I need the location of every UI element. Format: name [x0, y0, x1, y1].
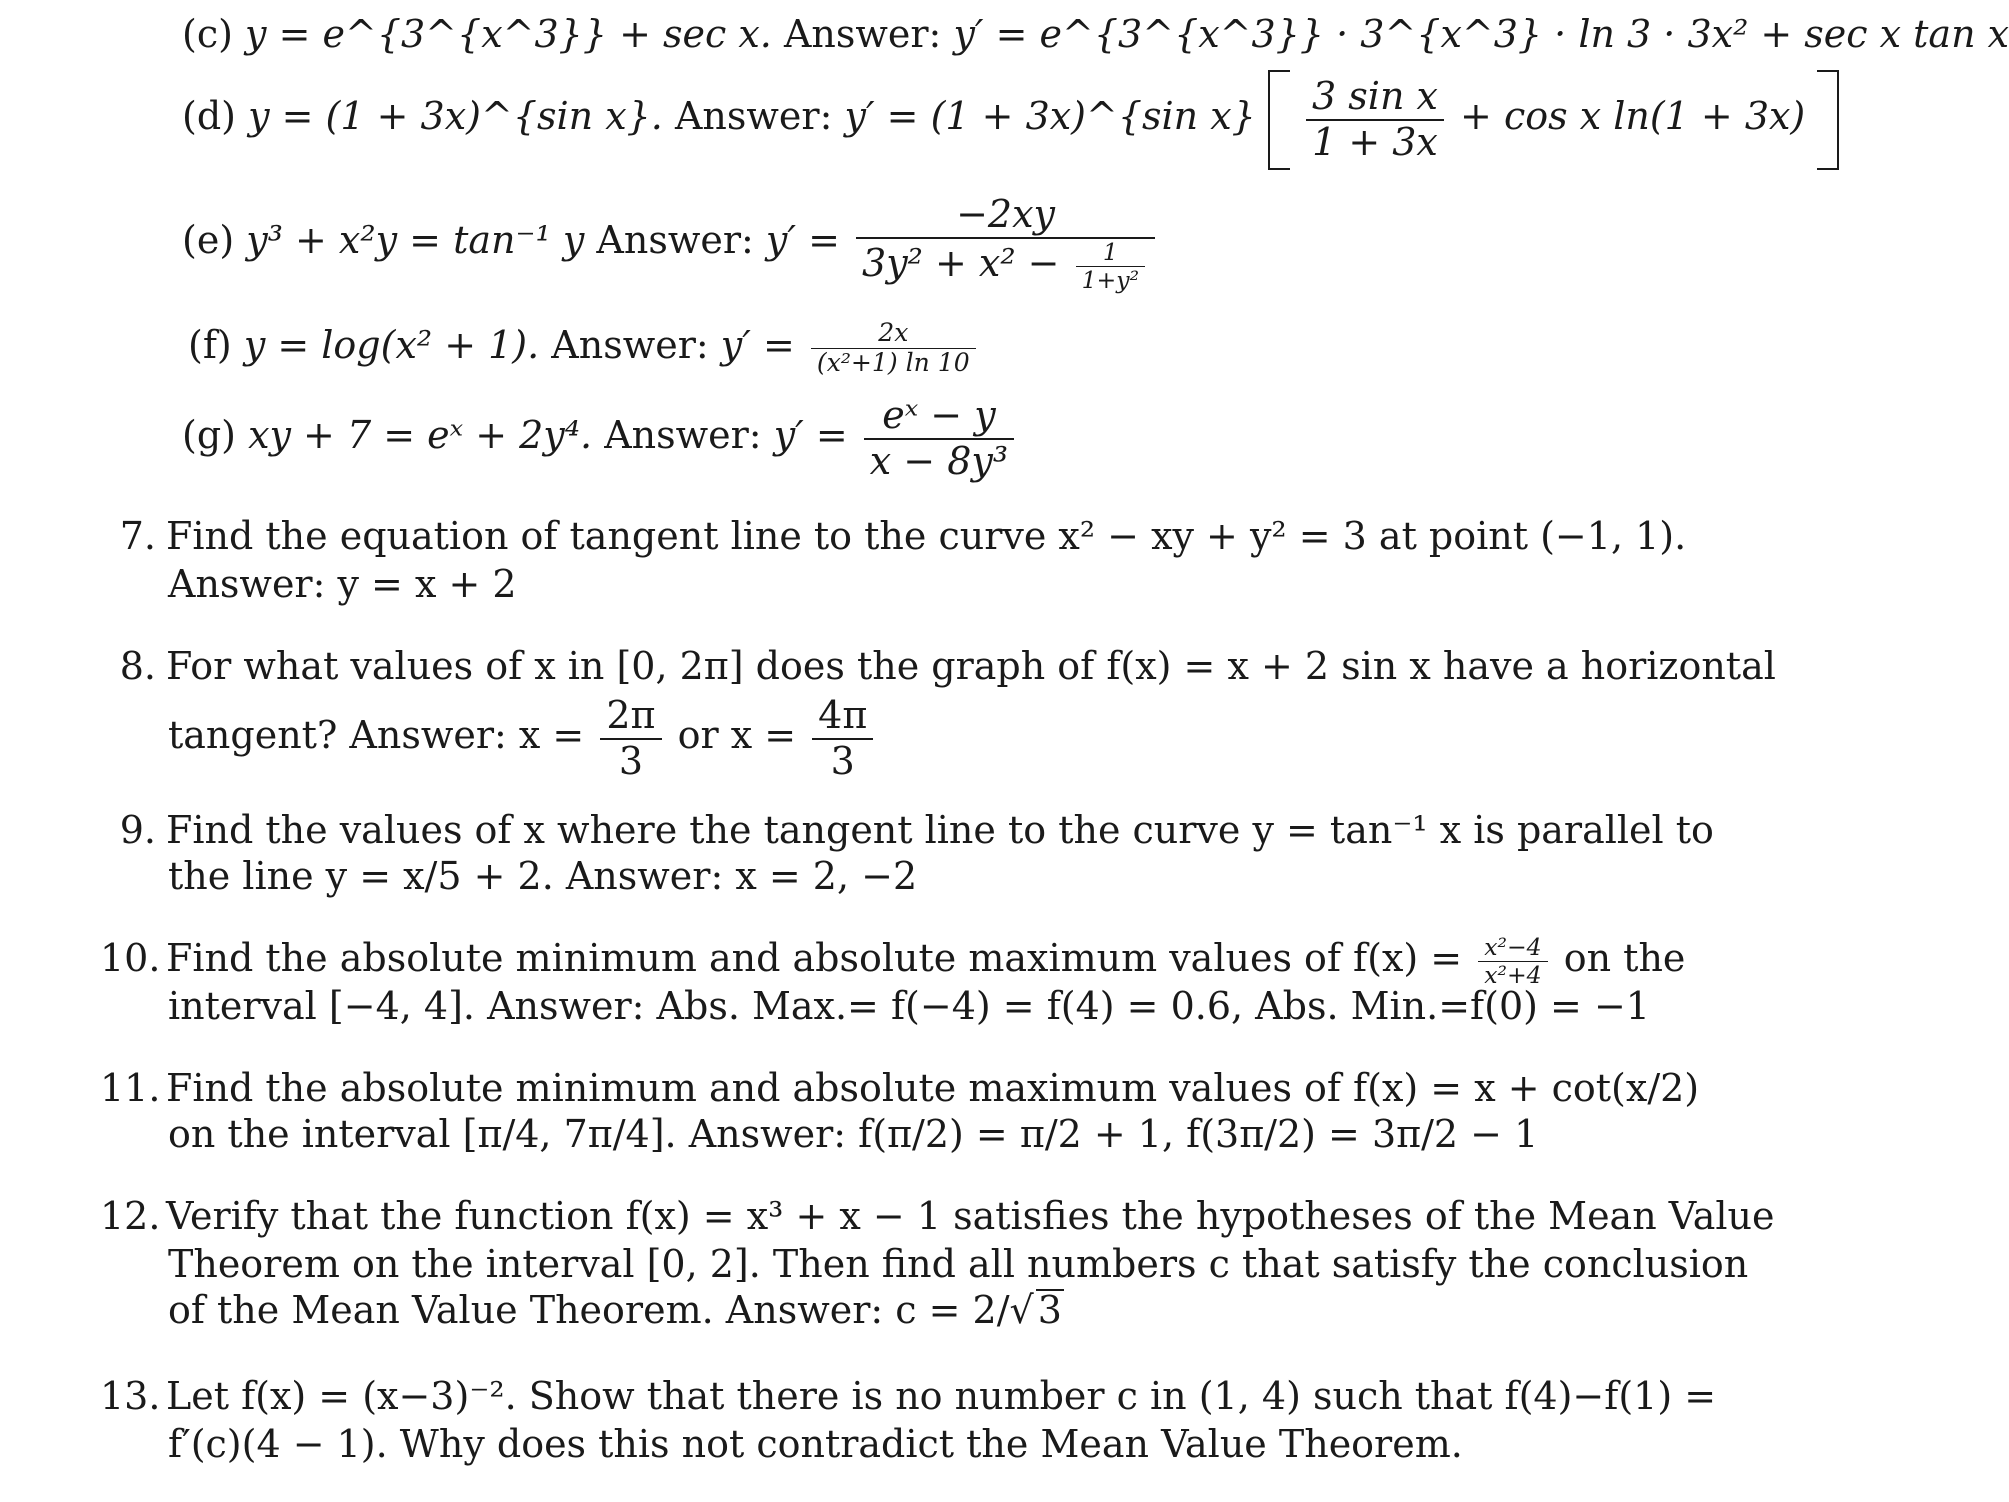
question-7-line1: Find the equation of tangent line to the curve x² − xy + y² = 3 at point (−1, 1).: [166, 514, 1687, 558]
part-d: [182, 66, 1839, 170]
part-g: [182, 390, 1018, 483]
question-13: [100, 1372, 1716, 1420]
question-9-number: 9.: [119, 808, 156, 852]
question-8-fraction-2-den: 3: [830, 738, 855, 783]
question-8-fraction-1-num: 2π: [600, 694, 661, 740]
part-f-fraction: [811, 319, 976, 378]
question-12-number: 12.: [100, 1194, 161, 1238]
question-12-line3-pre: of the Mean Value Theorem. Answer: c = 2/: [168, 1288, 1010, 1332]
part-f: [188, 310, 980, 380]
question-12-line2: Theorem on the interval [0, 2]. Then find all numbers c that satisfy the conclusion: [168, 1242, 1749, 1286]
part-e-fraction-den: [856, 239, 1155, 294]
question-11-line2: on the interval [π/4, 7π/4]. Answer: f(π/2) = π/2 + 1, f(3π/2) = 3π/2 − 1: [168, 1112, 1539, 1156]
question-8-fraction-1-den: 3: [618, 738, 644, 783]
question-8-answer-mid: or x =: [677, 713, 797, 757]
question-8-line1: For what values of x in [0, 2π] does the graph of f(x) = x + 2 sin x have a horizontal: [166, 644, 1776, 688]
part-d-answer-post: + cos x ln(1 + 3x): [1460, 94, 1806, 138]
sqrt-sign: √: [1009, 1288, 1034, 1332]
question-8-answer: [168, 688, 877, 783]
question-8-fraction-2: [812, 694, 873, 783]
part-d-fraction: [1306, 75, 1444, 164]
question-13-line1: Let f(x) = (x−3)⁻². Show that there is no number c in (1, 4) such that f(4)−f(1) =: [166, 1374, 1717, 1418]
question-9-line1: Find the values of x where the tangent line to the curve y = tan⁻¹ x is parallel to: [166, 808, 1714, 852]
part-e-answer-label: Answer:: [596, 218, 754, 262]
question-10-fraction: [1478, 934, 1547, 989]
question-12: [100, 1192, 1775, 1240]
question-8-fraction-1: [600, 694, 661, 783]
part-e-answer-pre: y′ =: [765, 218, 840, 262]
part-f-fraction-num: 2x: [811, 319, 976, 349]
question-10-fraction-num: x²−4: [1478, 934, 1547, 962]
question-11: [100, 1064, 1699, 1112]
part-e-inner-num: 1: [1076, 239, 1145, 267]
question-7: [100, 512, 1686, 560]
part-e-fraction-num: −2xy: [856, 193, 1155, 239]
part-e-den-main: 3y² + x² −: [862, 240, 1060, 285]
question-10-line2: interval [−4, 4]. Answer: Abs. Max.= f(−4) = f(4) = 0.6, Abs. Min.=f(0) = −1: [168, 984, 1650, 1028]
question-7-number: 7.: [119, 514, 156, 558]
part-d-answer-pre: y′ = (1 + 3x)^{sin x}: [844, 94, 1256, 138]
question-8: [100, 642, 1776, 690]
question-11-number: 11.: [100, 1066, 161, 1110]
part-f-answer-pre: y′ =: [720, 323, 795, 367]
part-f-equation: y = log(x² + 1).: [243, 323, 540, 367]
question-10-number: 10.: [100, 936, 161, 981]
question-9: [100, 806, 1714, 854]
question-11-line1: Find the absolute minimum and absolute maximum values of f(x) = x + cot(x/2): [166, 1066, 1700, 1110]
part-e: [182, 190, 1159, 294]
part-d-answer-label: Answer:: [674, 94, 833, 138]
part-e-inner-fraction: [1076, 239, 1145, 294]
question-12-line1: Verify that the function f(x) = x³ + x − 1 satisfies the hypotheses of the Mean Value: [166, 1194, 1775, 1238]
question-10-line1-pre: Find the absolute minimum and absolute maximum values of f(x) =: [166, 936, 1463, 981]
part-d-fraction-den: 1 + 3x: [1312, 119, 1438, 164]
part-c-answer-label: Answer:: [783, 12, 942, 56]
question-7-answer: Answer: y = x + 2: [168, 562, 517, 606]
question-10: [100, 934, 1685, 989]
part-f-fraction-den: (x²+1) ln 10: [816, 348, 970, 377]
part-g-label: (g): [182, 413, 236, 457]
part-f-answer-label: Answer:: [551, 323, 709, 367]
part-d-label: (d): [182, 94, 236, 138]
question-13-line2: f′(c)(4 − 1). Why does this not contradict the Mean Value Theorem.: [168, 1422, 1463, 1466]
part-g-answer-label: Answer:: [604, 413, 762, 457]
question-8-fraction-2-num: 4π: [812, 694, 873, 740]
question-10-fraction-den: x²+4: [1484, 961, 1542, 990]
question-12-sqrt-arg: 3: [1037, 1288, 1062, 1332]
question-13-number: 13.: [100, 1374, 161, 1418]
part-e-label: (e): [182, 218, 235, 262]
part-d-fraction-num: 3 sin x: [1306, 75, 1444, 121]
part-c: [182, 10, 2009, 58]
left-bracket: [1268, 70, 1290, 170]
part-g-fraction-num: eˣ − y: [864, 394, 1014, 440]
question-8-number: 8.: [119, 644, 156, 688]
part-c-label: (c): [182, 12, 233, 56]
question-9-line2: the line y = x/5 + 2. Answer: x = 2, −2: [168, 854, 918, 898]
part-g-fraction: [864, 394, 1014, 483]
part-g-fraction-den: x − 8y³: [869, 438, 1009, 483]
part-c-equation: y = e^{3^{x^3}} + sec x.: [245, 12, 772, 56]
question-8-answer-pre: tangent? Answer: x =: [168, 713, 585, 757]
question-12-line3: [168, 1286, 1064, 1334]
right-bracket: [1817, 70, 1839, 170]
part-d-equation: y = (1 + 3x)^{sin x}.: [248, 94, 663, 138]
part-e-inner-den: 1+y²: [1081, 265, 1140, 294]
part-e-equation: y³ + x²y = tan⁻¹ y: [246, 218, 585, 262]
part-f-label: (f): [188, 323, 232, 367]
part-g-equation: xy + 7 = eˣ + 2y⁴.: [248, 413, 593, 457]
part-g-answer-pre: y′ =: [773, 413, 848, 457]
part-c-answer: y′ = e^{3^{x^3}} · 3^{x^3} · ln 3 · 3x² + sec x tan x: [953, 12, 2009, 56]
part-e-fraction: [856, 193, 1155, 294]
question-10-line1-post: on the: [1563, 936, 1686, 981]
